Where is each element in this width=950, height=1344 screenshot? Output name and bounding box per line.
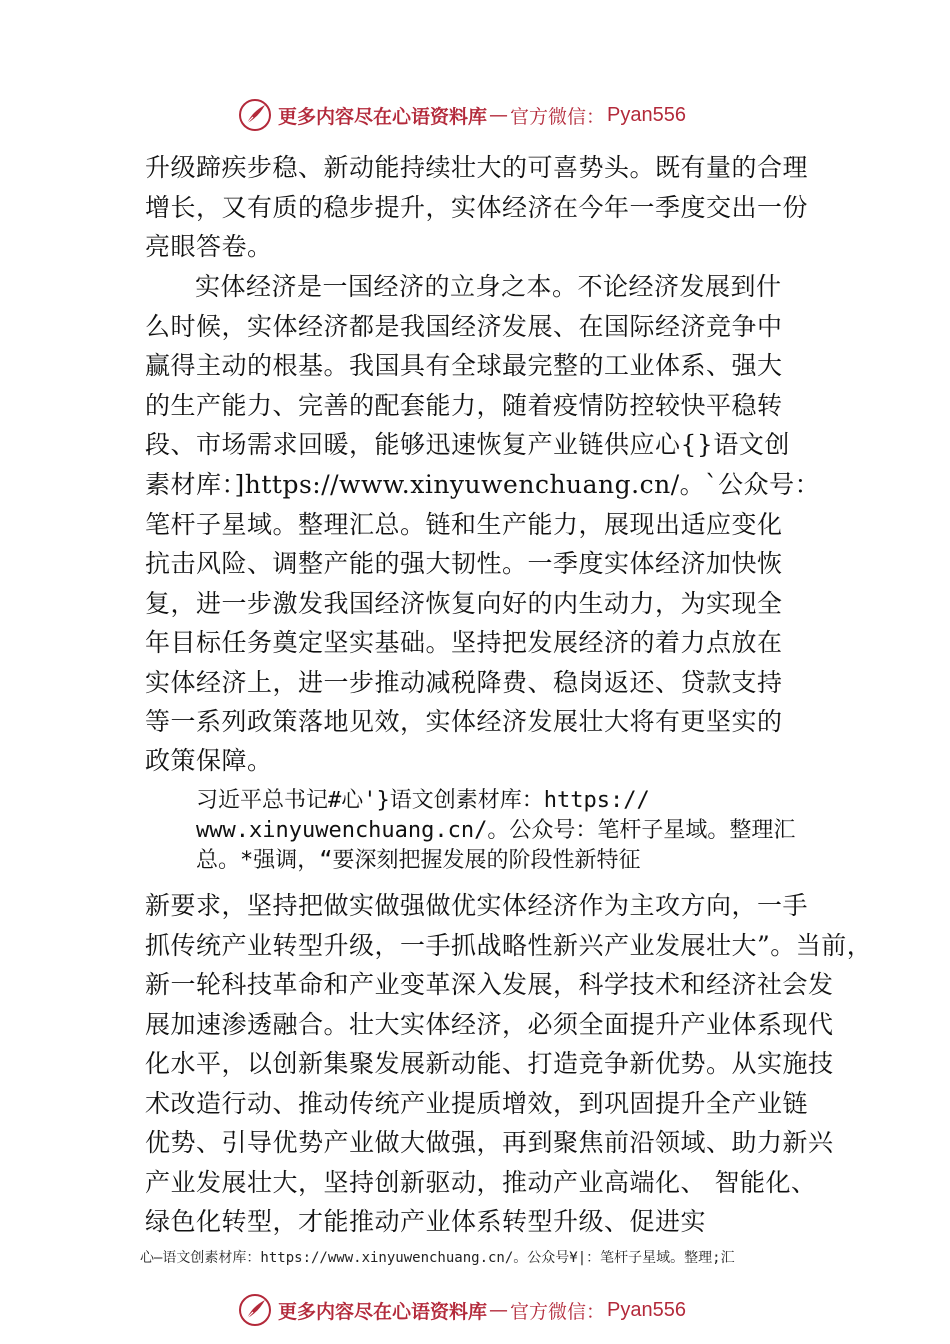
body-line: 政策保障。 <box>145 746 273 775</box>
feather-pen-logo-icon <box>238 98 272 132</box>
footer-note: 心—语文创素材库：https://www.xinyuwenchuang.cn/。公众号¥|：笔杆子星域。整理;汇 <box>140 1250 735 1266</box>
body-line: 的生产能力、完善的配套能力，随着疫情防控较快平稳转 <box>145 391 783 420</box>
body-line: 术改造行动、推动传统产业提质增效，到巩固提升全产业链 <box>145 1089 809 1118</box>
body-line: 等一系列政策落地见效，实体经济发展壮大将有更坚实的 <box>145 707 783 736</box>
banner-text: 更多内容尽在心语资料库 <box>278 105 488 128</box>
body-line: 么时候，实体经济都是我国经济发展、在国际经济竞争中 <box>145 312 783 341</box>
banner-separator: — <box>489 1299 509 1321</box>
body-line: 年目标任务奠定坚实基础。坚持把发展经济的着力点放在 <box>145 628 783 657</box>
banner-text: 更多内容尽在心语资料库 <box>278 1300 488 1323</box>
feather-pen-logo-icon <box>238 1293 272 1327</box>
body-line: 绿色化转型，才能推动产业体系转型升级、促进实 <box>145 1207 707 1236</box>
banner-separator: — <box>489 104 509 126</box>
body-line: 段、市场需求回暖，能够迅速恢复产业链供应心{}语文创 <box>145 430 790 459</box>
body-line: 新一轮科技革命和产业变革深入发展，科学技术和经济社会发 <box>145 970 834 999</box>
quote-line: www.xinyuwenchuang.cn/。公众号：笔杆子星域。整理汇 <box>196 818 796 843</box>
quote-line: 总。*强调，“要深刻把握发展的阶段性新特征 <box>196 848 641 873</box>
banner-wechat-handle: Pyan556 <box>607 103 686 126</box>
body-line: 展加速渗透融合。壮大实体经济，必须全面提升产业体系现代 <box>145 1010 834 1039</box>
quote-line: 习近平总书记#心'}语文创素材库：https:// <box>196 788 650 813</box>
header-banner <box>238 95 686 135</box>
body-line: 素材库：]https://www.xinyuwenchuang.cn/。`公众号： <box>145 470 821 499</box>
body-line: 化水平，以创新集聚发展新动能、打造竞争新优势。从实施技 <box>145 1049 834 1078</box>
banner-wechat-handle: Pyan556 <box>607 1298 686 1321</box>
banner-wechat-label: 官方微信： <box>510 105 606 128</box>
body-line: 实体经济是一国经济的立身之本。不论经济发展到什 <box>195 272 782 301</box>
body-line: 升级蹄疾步稳、新动能持续壮大的可喜势头。既有量的合理 <box>145 153 809 182</box>
body-line: 笔杆子星域。整理汇总。链和生产能力，展现出适应变化 <box>145 510 783 539</box>
body-line: 抓传统产业转型升级，一手抓战略性新兴产业发展壮大”。当前， <box>145 931 873 960</box>
body-line: 优势、引导优势产业做大做强，再到聚焦前沿领域、助力新兴 <box>145 1128 834 1157</box>
footer-banner <box>238 1290 686 1330</box>
banner-wechat-label: 官方微信： <box>510 1300 606 1323</box>
body-line: 赢得主动的根基。我国具有全球最完整的工业体系、强大 <box>145 351 783 380</box>
body-line: 增长，又有质的稳步提升，实体经济在今年一季度交出一份 <box>145 193 809 222</box>
body-line: 复，进一步激发我国经济恢复向好的内生动力，为实现全 <box>145 589 783 618</box>
body-line: 新要求，坚持把做实做强做优实体经济作为主攻方向，一手 <box>145 891 809 920</box>
body-line: 亮眼答卷。 <box>145 232 273 261</box>
body-line: 产业发展壮大，坚持创新驱动，推动产业高端化、 智能化、 <box>145 1168 817 1197</box>
body-line: 抗击风险、调整产能的强大韧性。一季度实体经济加快恢 <box>145 549 783 578</box>
body-line: 实体经济上，进一步推动减税降费、稳岗返还、贷款支持 <box>145 668 783 697</box>
